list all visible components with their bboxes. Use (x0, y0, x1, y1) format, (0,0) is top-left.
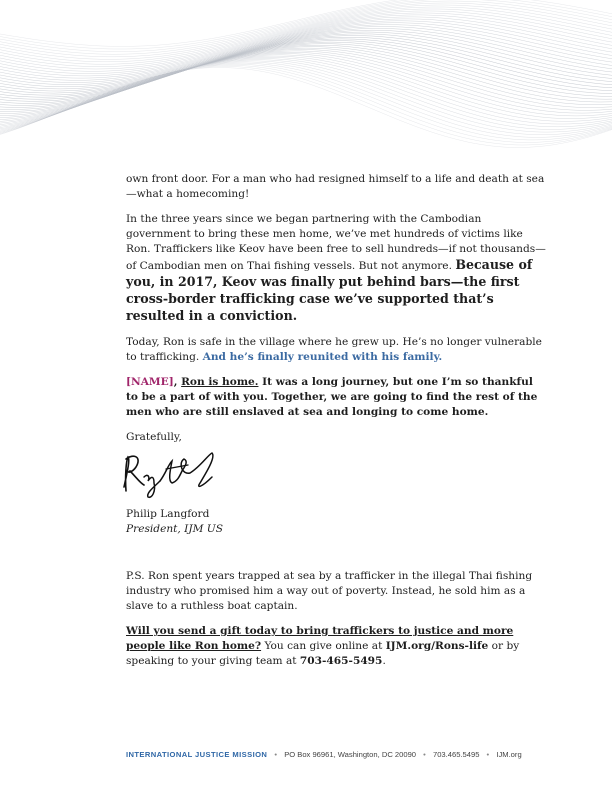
closing: Gratefully, (126, 431, 182, 443)
footer-separator: • (486, 750, 490, 759)
wave-line (0, 68, 612, 148)
wave-pattern-header (0, 0, 612, 160)
cta-text-team: or by speaking to your giving team at (126, 640, 520, 667)
wave-line (0, 0, 612, 52)
conviction-highlight: Because of you, in 2017, Keov was finally put behind bars—the first cross-border trafficking case we’ve supported that’s resulted in a conviction. (126, 257, 533, 323)
cta-question: Will you send a gift today to bring traffickers to justice and more people like Ron home? (126, 625, 514, 652)
letter-body (126, 172, 546, 669)
wave-line (0, 56, 612, 123)
postscript: P.S. Ron spent years trapped at sea by a trafficker in the illegal Thai fishing industry who promised him a way out of poverty. Instead, he sold him as a slave to a ruthless boat captain. (126, 570, 533, 612)
footer-address: PO Box 96961, Washington, DC 20090 (284, 750, 417, 759)
recipient-name-placeholder: [NAME] (126, 376, 174, 388)
cta-text-give: You can give online at (261, 640, 386, 652)
signer-title: President, IJM US (126, 523, 223, 535)
wave-line (0, 64, 612, 140)
footer-website[interactable]: IJM.org (496, 750, 522, 759)
footer-separator: • (423, 750, 426, 759)
safe-text: Today, Ron is safe in the village where he grew up. He’s no longer vulnerable to trafficking. (126, 336, 542, 363)
footer-separator: • (274, 750, 278, 759)
name-separator: , (173, 376, 182, 388)
paragraph-homecoming: own front door. For a man who had resigned himself to a life and death at sea—what a homecoming! (126, 173, 545, 200)
wave-line (0, 36, 612, 96)
wave-line (0, 51, 612, 116)
reunited-highlight: And he’s finally reunited with his family. (202, 351, 443, 363)
wave-line (0, 54, 612, 120)
cta-end: . (382, 655, 386, 667)
signer-name: Philip Langford (126, 508, 210, 520)
signature-image (116, 447, 236, 501)
paragraph-partnership (126, 212, 546, 325)
donation-url[interactable]: IJM.org/Rons-life (385, 640, 489, 652)
giving-phone: 703-465-5495 (299, 655, 383, 667)
ron-home-text: It was a long journey, but one I’m so thankful to be a part of with you. Together, we are going to find the rest of the men who are still enslaved at sea and longing to come home. (126, 376, 538, 418)
paragraph-ron-home (126, 375, 546, 420)
call-to-action (126, 624, 546, 669)
footer (126, 750, 522, 759)
partnership-text: In the three years since we began partnering with the Cambodian government to bring these men home, we’ve met hundreds of victims like Ron. Traffickers like Keov have been free to sell hundreds—if not thousands—of Cambodian men on Thai fishing vessels. But not anymore. (126, 213, 546, 272)
paragraph-safe (126, 335, 546, 365)
wave-line (0, 57, 612, 124)
footer-org-name: INTERNATIONAL JUSTICE MISSION (126, 750, 268, 759)
ron-home-underlined: Ron is home. (181, 376, 259, 388)
footer-phone: 703.465.5495 (432, 750, 480, 759)
